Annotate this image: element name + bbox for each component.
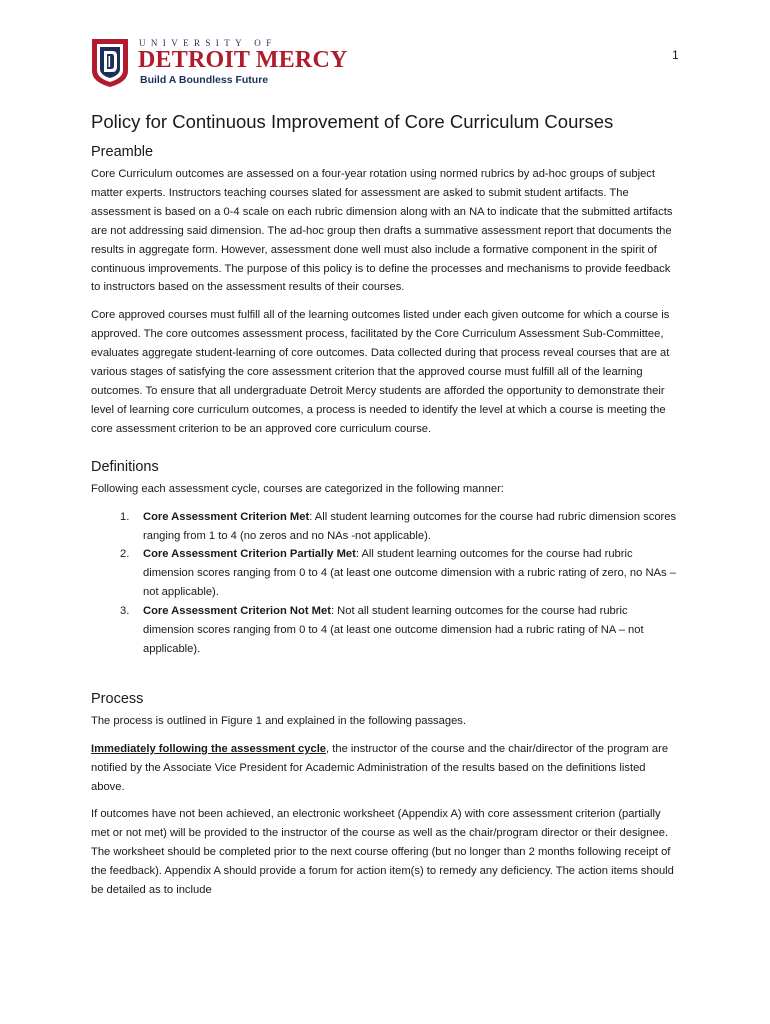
preamble-paragraph-2: Core approved courses must fulfill all of the learning outcomes listed under each given outcome for which a course is approved. The core outcomes assessment process, facilitated by the Core Curriculum Assessment Sub-Committee, evaluates aggregate student-learning of core outcomes. Data collected during that process reveal courses that are at various stages of satisfying the core assessment criterion that the approved course must fulfill all of the learning outcomes. To ensure that all undergraduate Detroit Mercy students are afforded the opportunity to demonstrate their level of learning core curriculum outcomes, a process is needed to identify the level at which a course is meeting the core assessment criterion to be an approved core curriculum course. — [91, 309, 670, 435]
list-item — [91, 508, 681, 546]
process-heading: Process — [91, 690, 144, 707]
document-title: Policy for Continuous Improvement of Core Curriculum Courses — [91, 111, 614, 132]
definitions-section — [91, 457, 681, 659]
logo-tagline: Build A Boundless Future — [140, 74, 269, 86]
university-logo — [91, 38, 371, 88]
process-section — [91, 689, 681, 900]
definitions-intro: Following each assessment cycle, courses are categorized in the following manner: — [91, 482, 504, 495]
process-intro: The process is outlined in Figure 1 and explained in the following passages. — [91, 714, 467, 727]
process-paragraph-1 — [91, 740, 681, 797]
process-paragraph-2: If outcomes have not been achieved, an electronic worksheet (Appendix A) with core assessment criterion (partially met or not met) will be provided to the instructor of the course as well as the chair/program director or their designee. The worksheet should be completed prior to the next course offering (but no longer than 2 months following receipt of the feedback). Appendix A should provide a forum for action item(s) to remedy any deficiency. The action items should be detailed as to include — [91, 808, 674, 897]
shield-logo-icon — [91, 38, 129, 88]
preamble-paragraph-1: Core Curriculum outcomes are assessed on a four-year rotation using normed rubrics by ad-hoc groups of subject matter experts. Instructors teaching courses slated for assessment are asked to submit student artifacts. The assessment is based on a 0-4 scale on each rubric dimension along with an NA to indicate that the submitted artifacts are not addressing said dimension. The ad-hoc group then drafts a summative assessment report that documents the results in aggregate form. However, assessment done well must also include a formative component in the spirit of continuous improvements. The purpose of this policy is to define the processes and mechanisms to provide feedback to instructors based on the assessment results of their courses. — [91, 168, 673, 294]
definition-text: : Not all student learning outcomes for the course had rubric dimension scores ranging from 0 to 4 (at least one outcome dimension had a rubric rating of NA – not applicable). — [143, 605, 644, 655]
definition-term: Core Assessment Criterion Not Met — [143, 605, 331, 618]
preamble-heading: Preamble — [91, 144, 154, 160]
logo-university-text: UNIVERSITY OF — [139, 38, 277, 48]
list-item-number: 2. — [120, 548, 130, 561]
list-item-number: 3. — [120, 605, 130, 618]
list-item-number: 1. — [120, 510, 130, 523]
definition-text: : All student learning outcomes for the course had rubric dimension scores ranging from 0 to 4 (at least one outcome dimension with a rubric rating of zero, no NAs – not applicable). — [143, 548, 676, 599]
list-item — [91, 545, 681, 602]
preamble-section — [91, 142, 681, 439]
definitions-heading: Definitions — [91, 458, 159, 475]
definition-term: Core Assessment Criterion Partially Met — [143, 548, 356, 561]
definition-text: : All student learning outcomes for the course had rubric dimension scores ranging from 1 to 4 (no zeros and no NAs -not applicable). — [143, 510, 677, 542]
document-body — [91, 108, 681, 900]
process-paragraph-1-text: , the instructor of the course and the chair/director of the program are notified by the Associate Vice President for Academic Administration of the results based on the definitions listed above. — [91, 742, 669, 793]
logo-name-text: DETROIT MERCY — [138, 47, 348, 73]
page-number: 1 — [672, 48, 679, 62]
process-lead-phrase: Immediately following the assessment cycle — [91, 742, 327, 755]
definitions-list — [91, 508, 681, 659]
definition-term: Core Assessment Criterion Met — [143, 510, 310, 523]
list-item — [91, 602, 681, 659]
